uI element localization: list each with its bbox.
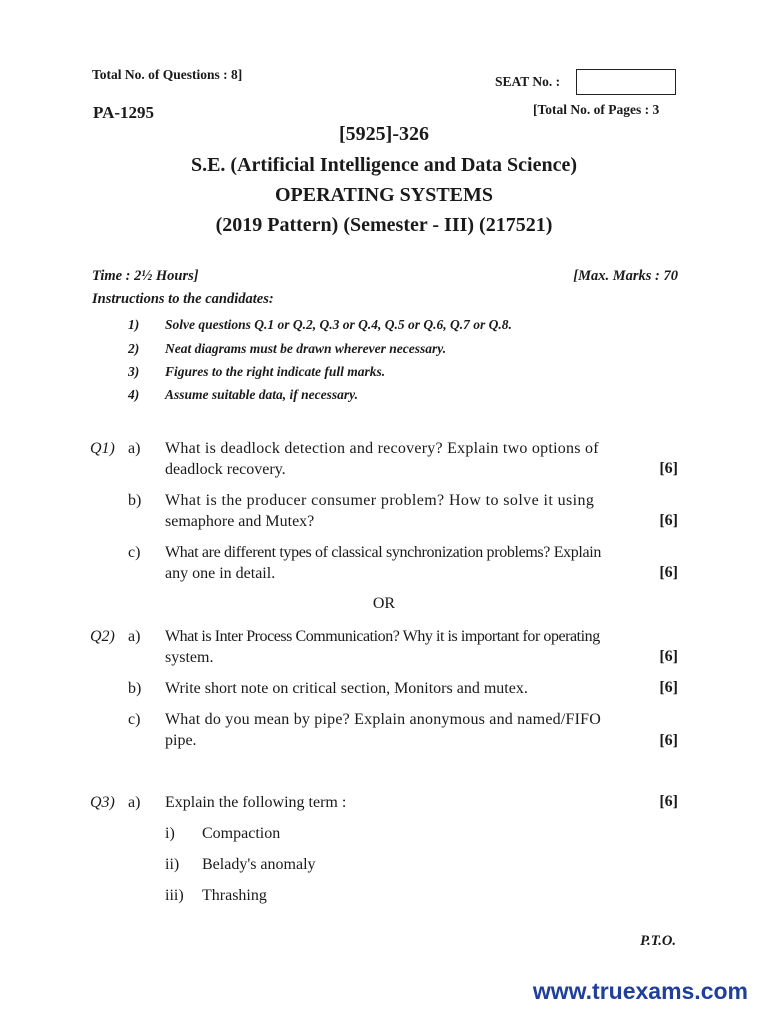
sub-item-text: Belady's anomaly: [202, 856, 316, 873]
question-text: semaphore and Mutex?: [165, 513, 315, 530]
part-label: c): [128, 544, 141, 561]
instruction-text: Solve questions Q.1 or Q.2, Q.3 or Q.4, Q.5 or Q.6, Q.7 or Q.8.: [165, 317, 512, 332]
marks: [6]: [659, 512, 678, 529]
pattern-line: (2019 Pattern) (Semester - III) (217521): [215, 214, 553, 236]
part-label: b): [128, 680, 142, 697]
question-text: system.: [165, 649, 214, 666]
instructions-heading: Instructions to the candidates:: [92, 291, 274, 307]
question-text: What do you mean by pipe? Explain anonymous and named/FIFO: [165, 711, 601, 728]
instruction-number: 4): [128, 387, 140, 402]
sub-item-number: iii): [165, 887, 184, 904]
time-allowed: Time : 2½ Hours]: [92, 268, 199, 284]
question-text: Explain the following term :: [165, 794, 347, 811]
total-questions: Total No. of Questions : 8]: [92, 67, 243, 82]
part-label: b): [128, 492, 142, 509]
sub-item-text: Thrashing: [202, 887, 267, 904]
instruction-number: 2): [128, 341, 140, 356]
question-text: any one in detail.: [165, 565, 276, 582]
question-text: deadlock recovery.: [165, 461, 286, 478]
instruction-text: Assume suitable data, if necessary.: [165, 387, 359, 402]
pto-label: P.T.O.: [640, 933, 676, 949]
question-text: What is Inter Process Communication? Why it is important for operating: [165, 628, 600, 645]
sub-item-number: ii): [165, 856, 180, 873]
course-title: S.E. (Artificial Intelligence and Data Science): [190, 154, 578, 176]
exam-code: [5925]-326: [339, 123, 429, 145]
question-text: What are different types of classical synchronization problems? Explain: [165, 544, 602, 561]
instruction-number: 1): [128, 317, 140, 332]
part-label: a): [128, 440, 141, 457]
watermark-link[interactable]: www.truexams.com: [532, 978, 748, 1004]
marks: [6]: [659, 793, 678, 810]
total-pages: [Total No. of Pages : 3: [533, 102, 660, 117]
question-label-q3: Q3): [90, 794, 115, 811]
question-text: Write short note on critical section, Monitors and mutex.: [165, 680, 528, 697]
or-separator: OR: [372, 595, 396, 612]
question-text: What is the producer consumer problem? How to solve it using: [165, 492, 595, 509]
question-text: pipe.: [165, 732, 197, 749]
seat-number-box[interactable]: [576, 69, 676, 95]
sub-item-number: i): [165, 825, 175, 842]
subject-title: OPERATING SYSTEMS: [274, 184, 493, 206]
instruction-text: Figures to the right indicate full marks.: [165, 364, 386, 379]
question-label-q2: Q2): [90, 628, 115, 645]
marks: [6]: [659, 564, 678, 581]
max-marks: [Max. Marks : 70: [573, 268, 678, 284]
marks: [6]: [659, 679, 678, 696]
marks: [6]: [659, 648, 678, 665]
marks: [6]: [659, 460, 678, 477]
part-label: c): [128, 711, 141, 728]
sub-item-text: Compaction: [202, 825, 281, 842]
paper-code: PA-1295: [93, 103, 155, 122]
part-label: a): [128, 628, 141, 645]
question-label-q1: Q1): [90, 440, 115, 457]
seat-label: SEAT No. :: [495, 74, 561, 89]
marks: [6]: [659, 732, 678, 749]
question-text: What is deadlock detection and recovery? Explain two options of: [165, 440, 599, 457]
part-label: a): [128, 794, 141, 811]
instruction-text: Neat diagrams must be drawn wherever necessary.: [165, 341, 447, 356]
instruction-number: 3): [128, 364, 140, 379]
